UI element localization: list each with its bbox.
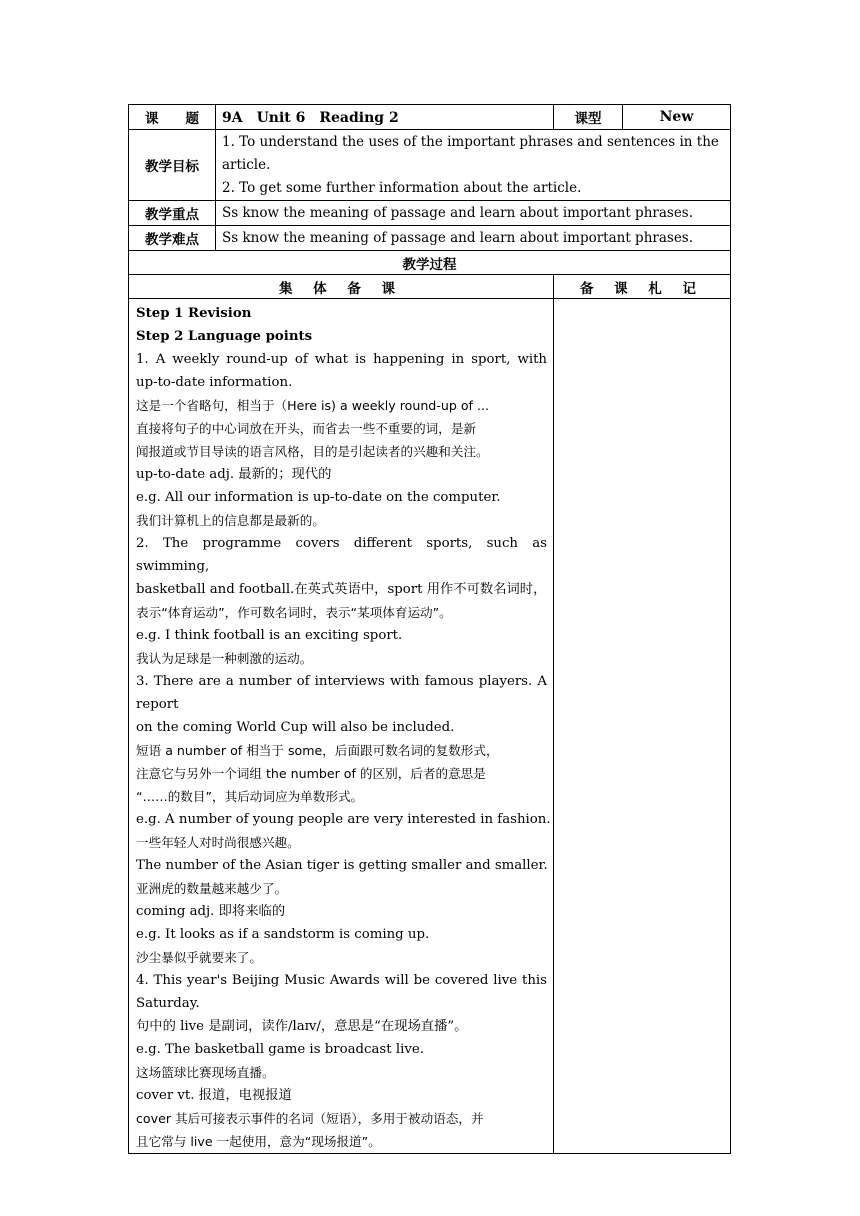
content-line: 闻报道或节目导读的语言风格，目的是引起读者的兴趣和关注。 (136, 444, 489, 459)
content-line: up-to-date adj. 最新的；现代的 (136, 467, 332, 482)
content-line: 沙尘暴似乎就要来了。 (136, 950, 262, 965)
content-row (129, 299, 731, 1154)
process-row (129, 251, 731, 275)
content-line: 3. There are a number of interviews with famous players. A report (136, 674, 547, 712)
content-line: The number of the Asian tiger is getting smaller and smaller. (136, 858, 548, 873)
content-line: e.g. A number of young people are very interested in fashion. (136, 812, 551, 827)
content-line: 句中的 live 是副词，读作/laɪv/，意思是“在现场直播”。 (136, 1019, 468, 1034)
topic-label: 课 题 (129, 105, 216, 130)
content-line: e.g. The basketball game is broadcast live. (136, 1042, 424, 1057)
content-line: 注意它与另外一个词组 the number of 的区别，后者的意思是 (136, 766, 486, 781)
content-line: Saturday. (136, 996, 200, 1011)
content-line: 我认为足球是一种刺激的运动。 (136, 651, 313, 666)
step-heading: Step 2 Language points (136, 329, 313, 344)
content-line: 4. This year's Beijing Music Awards will be covered live this (136, 973, 547, 988)
objective-item: 2. To get some further information about the article. (222, 179, 582, 196)
content-line: “……的数目”，其后动词应为单数形式。 (136, 789, 364, 804)
content-line: 我们计算机上的信息都是最新的。 (136, 513, 325, 528)
content-line: 亚洲虎的数量越来越少了。 (136, 881, 288, 896)
content-line: basketball and football.在英式英语中，sport 用作不可数名词时， (136, 582, 547, 597)
header-row (129, 105, 731, 130)
collective-prep-header: 集 体 备 课 (129, 275, 554, 299)
prep-notes-header: 备 课 札 记 (554, 275, 731, 299)
objectives-label: 教学目标 (129, 130, 216, 201)
content-line: 且它常与 live 一起使用，意为“现场报道”。 (136, 1134, 381, 1149)
content-line: 短语 a number of 相当于 some，后面跟可数名词的复数形式， (136, 743, 499, 758)
content-line: 这是一个省略句，相当于（Here is) a weekly round-up of ... (136, 398, 489, 413)
key-points-row (129, 201, 731, 226)
content-line: 直接将句子的中心词放在开头，而省去一些不重要的词，是新 (136, 421, 477, 436)
content-line: e.g. It looks as if a sandstorm is coming up. (136, 927, 430, 942)
content-line: 1. A weekly round-up of what is happening in sport, with (136, 352, 547, 367)
content-line: cover vt. 报道，电视报道 (136, 1088, 292, 1103)
content-line: cover 其后可接表示事件的名词（短语），多用于被动语态，并 (136, 1111, 484, 1126)
content-line: 一些年轻人对时尚很感兴趣。 (136, 835, 300, 850)
lesson-content (129, 299, 554, 1154)
process-label: 教学过程 (129, 251, 731, 275)
lesson-type-label: 课型 (554, 105, 623, 130)
key-points-value: Ss know the meaning of passage and learn about important phrases. (216, 201, 731, 226)
objectives-row (129, 130, 731, 201)
key-points-label: 教学重点 (129, 201, 216, 226)
difficulties-row (129, 226, 731, 251)
content-line: 2. The programme covers different sports, such as swimming, (136, 536, 547, 574)
step-heading: Step 1 Revision (136, 306, 252, 321)
difficulties-value: Ss know the meaning of passage and learn about important phrases. (216, 226, 731, 251)
difficulties-label: 教学难点 (129, 226, 216, 251)
topic-value: 9A Unit 6 Reading 2 (216, 105, 554, 130)
content-line: 这场篮球比赛现场直播。 (136, 1065, 275, 1080)
content-line: on the coming World Cup will also be included. (136, 720, 455, 735)
lesson-plan-table (128, 104, 731, 1154)
prep-notes-column[interactable] (554, 299, 731, 1154)
content-line: up-to-date information. (136, 375, 293, 390)
content-line: coming adj. 即将来临的 (136, 904, 286, 919)
content-line: 表示“体育运动”，作可数名词时，表示“某项体育运动”。 (136, 605, 452, 620)
content-line: e.g. I think football is an exciting sport. (136, 628, 403, 643)
column-header-row (129, 275, 731, 299)
objectives-content (216, 130, 731, 201)
content-line: e.g. All our information is up-to-date on the computer. (136, 490, 501, 505)
lesson-type-value: New (623, 105, 731, 130)
objective-item: 1. To understand the uses of the important phrases and sentences in the article. (222, 133, 719, 173)
